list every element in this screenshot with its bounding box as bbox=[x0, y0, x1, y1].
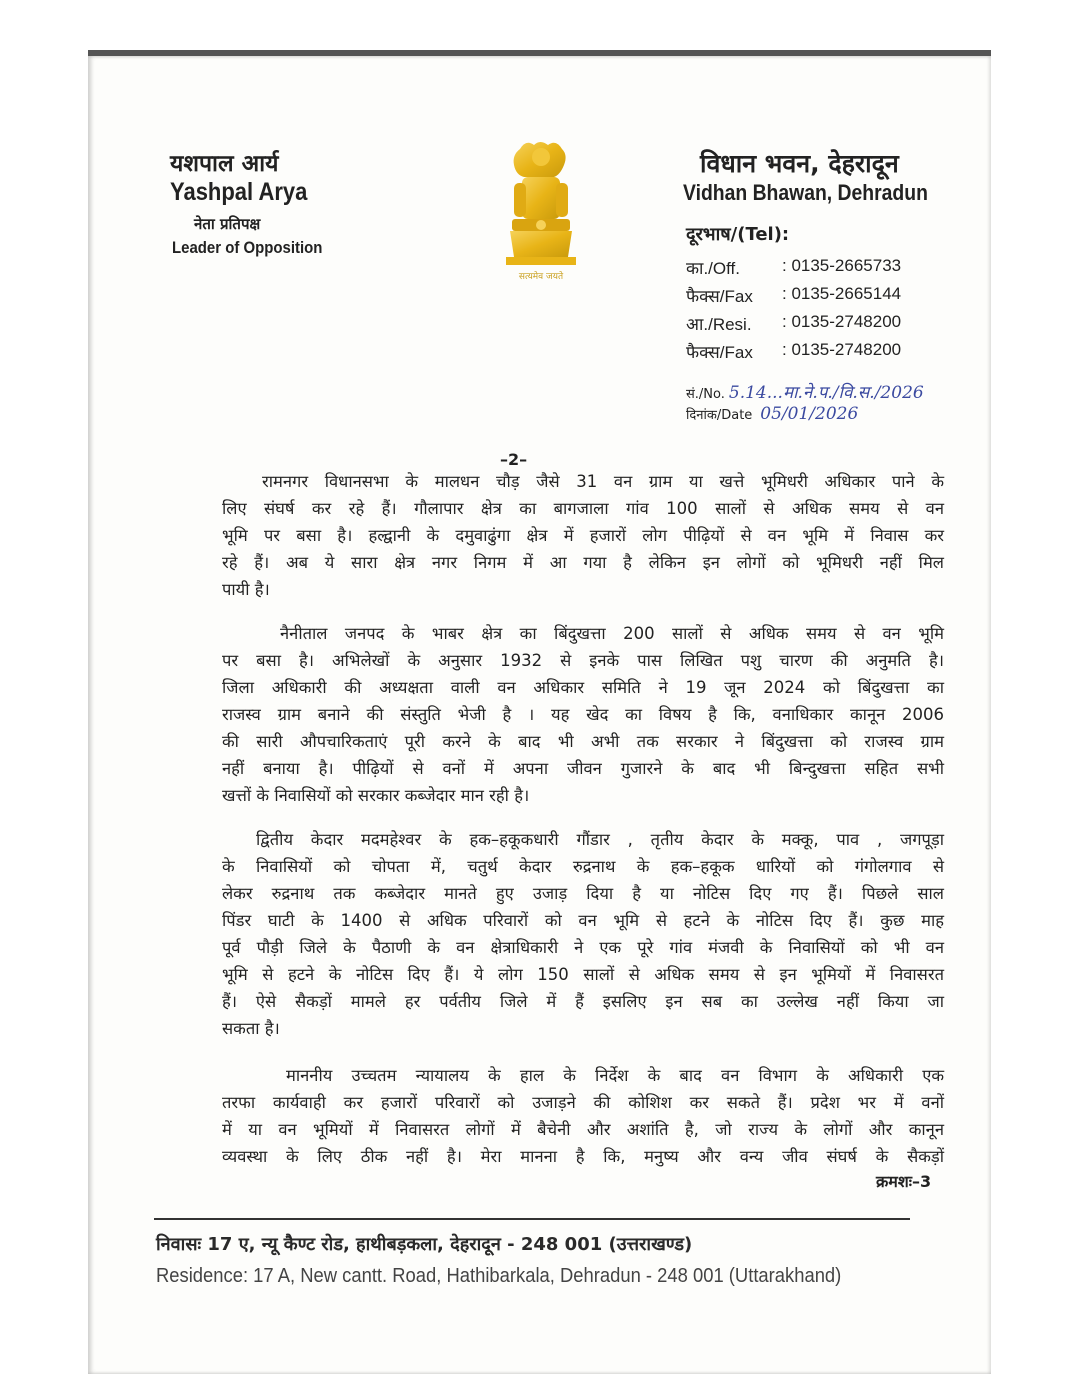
text-line: भूमि पर बसा है। हल्द्वानी के दमुवाढुंगा क्षेत्र में हजारों लोग पीढ़ियों से वन भूमि में निवास कर bbox=[222, 526, 944, 545]
tel-label: फैक्स/Fax bbox=[686, 287, 753, 306]
text-line: नैनीताल जनपद के भाबर क्षेत्र का बिंदुखत्ता 200 सालों से अधिक समय से वन भूमि bbox=[280, 624, 944, 643]
tel-row-residence bbox=[686, 312, 901, 335]
letter-date bbox=[686, 404, 858, 424]
date-value-handwritten: 05/01/2026 bbox=[760, 404, 859, 424]
residence-address-hindi: निवासः 17 ए, न्यू कैण्ट रोड, हाथीबड़कला, देहरादून - 248 001 (उत्तराखण्ड) bbox=[156, 1234, 693, 1255]
text-line: तरफा कार्यवाही कर हजारों परिवारों को उजाड़ने की कोशिश कर सकते हैं। प्रदेश भर में वनों bbox=[222, 1093, 944, 1112]
tel-label: का./Off. bbox=[686, 259, 740, 278]
text-line: हैं। ऐसे सैकड़ों मामले हर पर्वतीय जिले में हैं इसलिए इन सब का उल्लेख नहीं किया जा bbox=[222, 992, 944, 1011]
text-line: के निवासियों को चोपता में, चतुर्थ केदार रुद्रनाथ के हक–हकूक धारियों को गंगोलगाव से bbox=[222, 857, 944, 876]
body-paragraph-4 bbox=[222, 1062, 944, 1170]
tel-value: : 0135-2665144 bbox=[782, 284, 902, 303]
text-line: भूमि से हटने के नोटिस दिए हैं। ये लोग 150 सालों से अधिक समय से इन भूमियों में निवासरत bbox=[222, 965, 944, 984]
tel-row-office bbox=[686, 256, 901, 279]
tel-value: : 0135-2748200 bbox=[782, 340, 902, 359]
sender-role-english: Leader of Opposition bbox=[172, 238, 323, 257]
body-paragraph-2 bbox=[222, 620, 944, 809]
text-line: रामनगर विधानसभा के मालधन चौड़ जैसे 31 वन ग्राम या खत्ते भूमिधरी अधिकार पाने के bbox=[262, 472, 944, 491]
text-line: पायी है। bbox=[222, 580, 270, 599]
sender-name-english: Yashpal Arya bbox=[170, 178, 308, 206]
text-line: माननीय उच्चतम न्यायालय के हाल के निर्देश के बाद वन विभाग के अधिकारी एक bbox=[286, 1066, 944, 1085]
text-line: द्वितीय केदार मदमहेश्वर के हक–हकूकधारी गौंडार , तृतीय केदार के मक्कू, पाव , जगपूड़ा bbox=[256, 830, 944, 849]
state-emblem-icon bbox=[500, 137, 582, 285]
ref-label: सं./No. bbox=[686, 387, 725, 402]
office-address-english: Vidhan Bhawan, Dehradun bbox=[683, 180, 928, 205]
emblem-caption: सत्यमेव जयते bbox=[518, 272, 564, 282]
text-line: राजस्व ग्राम बनाने की संस्तुति भेजी है । यह खेद का विषय है कि, वनाधिकार कानून 2006 bbox=[222, 705, 944, 724]
tel-value: : 0135-2748200 bbox=[782, 312, 902, 331]
footer-divider bbox=[154, 1218, 910, 1220]
text-line: खत्तों के निवासियों को सरकार कब्जेदार मान रही है। bbox=[222, 786, 530, 805]
sender-role-hindi: नेता प्रतिपक्ष bbox=[194, 215, 261, 233]
tel-label: फैक्स/Fax bbox=[686, 343, 753, 362]
residence-address-english: Residence: 17 A, New cantt. Road, Hathibarkala, Dehradun - 248 001 (Uttarakhand) bbox=[156, 1265, 842, 1287]
text-line: नहीं बनाया है। पीढ़ियों से वनों में अपना जीवन गुजारने के बाद भी बिन्दुखत्ता सहित सभी bbox=[222, 759, 944, 778]
tel-row-fax bbox=[686, 284, 901, 307]
text-line: रहे हैं। अब ये सारा क्षेत्र नगर निगम में आ गया है लेकिन इन लोगों को भूमिधरी नहीं मिल bbox=[222, 553, 944, 572]
date-label: दिनांक/Date bbox=[686, 408, 753, 423]
tel-value: : 0135-2665733 bbox=[782, 256, 902, 275]
text-line: सकता है। bbox=[222, 1019, 280, 1038]
tel-label: आ./Resi. bbox=[686, 315, 752, 334]
text-line: की सारी औपचारिकताएं पूरी करने के बाद भी अभी तक सरकार ने बिंदुखत्ता को राजस्व ग्राम bbox=[222, 732, 944, 751]
text-line: जिला अधिकारी की अध्यक्षता वाली वन अधिकार समिति ने 19 जून 2024 को बिंदुखत्ता का bbox=[222, 678, 944, 697]
continued-marker: क्रमशः–3 bbox=[876, 1172, 932, 1191]
tel-row-residence-fax bbox=[686, 340, 901, 363]
ref-value-handwritten: 5.14...मा.ने.प./वि.स./2026 bbox=[728, 383, 924, 403]
office-address-hindi: विधान भवन, देहरादून bbox=[700, 149, 899, 178]
body-paragraph-1 bbox=[222, 468, 944, 603]
text-line: लेकर रुद्रनाथ तक कब्जेदार मानते हुए उजाड़ दिया है या नोटिस दिए गए हैं। पिछले साल bbox=[222, 884, 944, 903]
reference-number bbox=[686, 380, 924, 403]
text-line: पिंडर घाटी के 1400 से अधिक परिवारों को वन भूमि से हटने के नोटिस दिए हैं। कुछ माह bbox=[222, 911, 944, 930]
text-line: पर बसा है। अभिलेखों के अनुसार 1932 से इनके पास लिखित पशु चारण की अनुमति है। bbox=[222, 651, 944, 670]
sender-name-hindi: यशपाल आर्य bbox=[170, 151, 279, 177]
text-line: में या वन भूमियों में निवासरत लोगों में बैचेनी और अशांति है, जो राज्य के लोगों और कानून bbox=[222, 1120, 944, 1139]
text-line: पूर्व पौड़ी जिले के पैठाणी के वन क्षेत्राधिकारी ने एक पूरे गांव मंजवी के निवासियों को भी वन bbox=[222, 938, 944, 957]
page-number: –2– bbox=[500, 450, 528, 469]
telephone-heading: दूरभाष/(Tel): bbox=[686, 224, 790, 245]
body-paragraph-3 bbox=[222, 826, 944, 1042]
text-line: व्यवस्था के लिए ठीक नहीं है। मेरा मानना है कि, मनुष्य और वन्य जीव संघर्ष के सैकड़ों bbox=[222, 1147, 944, 1166]
text-line: लिए संघर्ष कर रहे हैं। गौलापार क्षेत्र का बागजाला गांव 100 सालों से अधिक समय से वन bbox=[222, 499, 944, 518]
